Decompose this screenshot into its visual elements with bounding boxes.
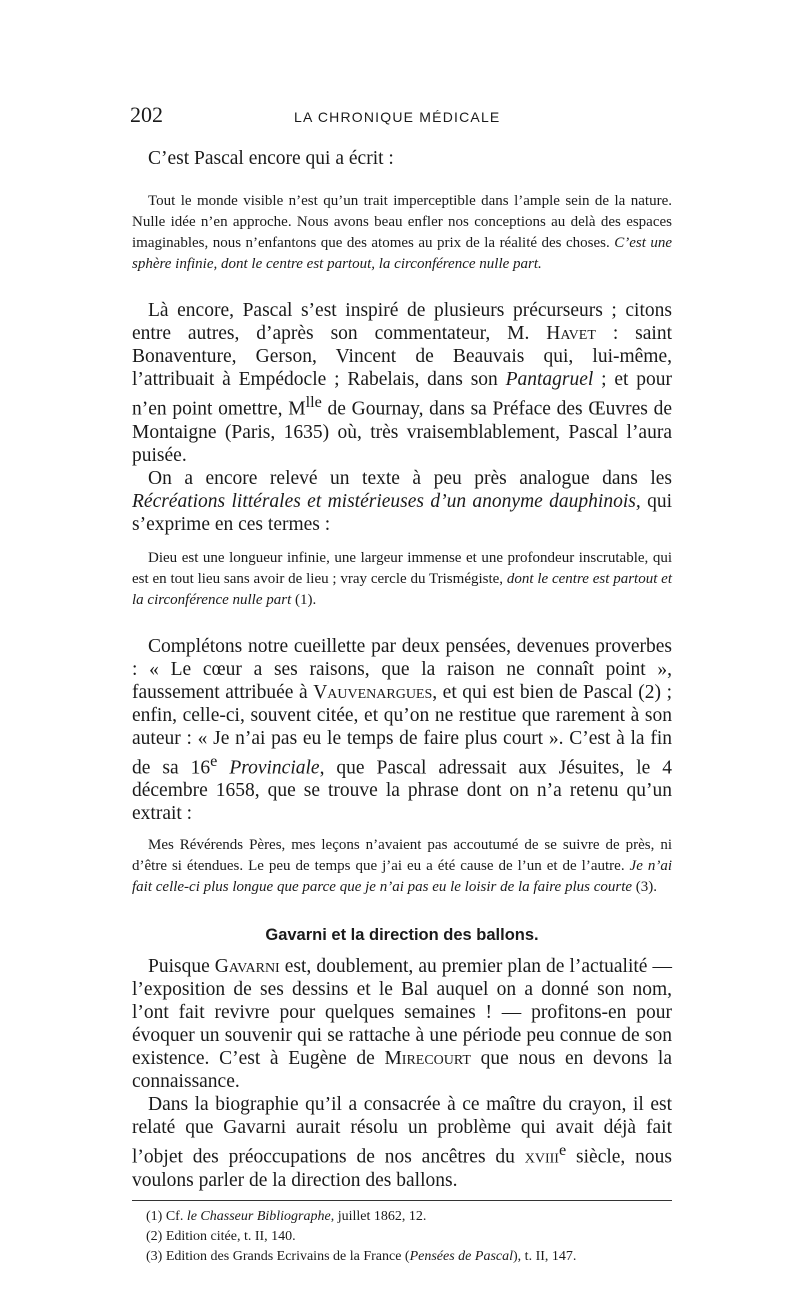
provinciale-quote (132, 835, 672, 898)
footnote-italic: Pensées de Pascal (409, 1248, 514, 1264)
intro-paragraph: C’est Pascal encore qui a écrit : (148, 148, 394, 169)
footnote-number: (2) (146, 1228, 163, 1244)
superscript-lle: lle (305, 393, 322, 411)
quote-text: Dieu est une longueur infinie, une largeur immense et une profondeur inscrutable, qui est en tout lieu sans avoir de lieu ; vray cercle du Trismégiste, (132, 549, 672, 587)
text-run: Là encore, Pascal s’est inspiré de plusieurs précurseurs ; citons entre autres, d’après son commentateur, M. (132, 300, 672, 344)
page-header (132, 100, 672, 126)
quote-italic: Je n’ai fait celle-ci plus longue que parce que je n’ai pas eu le loisir de la faire plus courte (132, 858, 672, 895)
text-run: , que Pascal adressait aux Jésuites, le 4 décembre 1658, que se trouve la phrase dont on n’a retenu qu’un extrait : (132, 757, 672, 824)
quote-text: Tout le monde visible n’est qu’un trait imperceptible dans l’ample sein de la nature. Nulle idée n’en approche. Nous avons beau enfler nos conceptions au delà des espaces imaginables, nous n’enfantons que des atomes au prix de la réalité des choses. (132, 193, 672, 251)
paragraph-gavarni (132, 955, 672, 1093)
text-run: Complétons notre cueillette par deux pensées, devenues proverbes : « Le cœur a ses raisons, que la raison ne connaît point », faussement attribuée à (132, 635, 672, 703)
footnote-text: ), t. II, 147. (513, 1248, 577, 1264)
quote-end: (3). (632, 879, 658, 895)
footnote-3 (132, 1247, 672, 1267)
section-title: Gavarni et la direction des ballons. (265, 926, 539, 944)
quote-italic: C’est une sphère infinie, dont le centre est partout, la circonférence nulle part. (132, 235, 672, 272)
name-gavarni: Gavarni (214, 956, 280, 977)
text-run: Puisque (148, 956, 215, 977)
text-run: : saint Bonaventure, Gerson, Vincent de Beauvais qui, lui-même, l’attribuait à Empédocle ; Rabelais, dans son (132, 323, 672, 390)
text-run: , et qui est bien de Pascal (2) ; enfin, celle-ci, souvent citée, et qu’on ne restitue que rarement à son auteur : « Je n’ai pas eu le temps de faire plus court ». C’est à la fin de sa 16 (132, 681, 672, 778)
text-run: siècle, nous voulons parler de la direction des ballons. (132, 1146, 672, 1191)
superscript-e: e (558, 1141, 567, 1159)
superscript-e: e (210, 751, 218, 770)
century-numeral: xviii (524, 1146, 559, 1168)
dauphinois-quote (132, 548, 672, 611)
title-pantagruel: Pantagruel (505, 369, 594, 390)
footnotes (132, 1207, 672, 1267)
text-run: qui s’exprime en ces termes : (132, 490, 672, 535)
paragraph-proverbs (132, 635, 672, 826)
text-run: On a encore relevé un texte à peu près analogue dans les (148, 467, 672, 489)
quote-end: (1). (291, 591, 317, 608)
paragraph-precursors (132, 299, 672, 467)
title-recreations: Récréations littérales et mistérieuses d’un anonyme dauphinois, (132, 490, 641, 512)
running-title: LA CHRONIQUE MÉDICALE (294, 109, 501, 125)
footnote-divider (132, 1200, 672, 1201)
text-run: ; et pour n’en point omettre, M (132, 369, 672, 420)
name-vauvenargues: Vauvenargues (313, 681, 433, 703)
text-run: est, doublement, au premier plan de l’actualité — l’exposition de ses dessins et le Bal auquel on a donné son nom, l’ont fait revivre pour quelques semaines ! — profitons-en pour évoquer un souvenir qui se rattache à une période peu connue de son existence. C’est à Eugène de (132, 956, 672, 1069)
page (132, 100, 672, 1267)
page-number: 202 (130, 102, 163, 127)
text-run: que nous en devons la connaissance. (132, 1048, 672, 1092)
footnote-text: Edition citée, t. II, 140. (162, 1228, 296, 1244)
footnote-number: (3) (146, 1248, 163, 1264)
paragraph-analogue (132, 467, 672, 536)
footnote-1 (132, 1207, 672, 1227)
footnote-text: Cf. (162, 1208, 187, 1224)
name-mirecourt: Mirecourt (384, 1048, 471, 1069)
text-run: de Gournay, dans sa Préface des Œuvres de Montaigne (Paris, 1635) où, très vraisemblablement, Pascal l’aura puisée. (132, 398, 672, 466)
footnote-italic: le Chasseur Bibliographe (186, 1208, 331, 1224)
footnote-2 (132, 1227, 672, 1247)
footnote-text: , juillet 1862, 12. (330, 1208, 427, 1224)
name-havet: Havet (546, 323, 596, 344)
text-run: Dans la biographie qu’il a consacrée à ce maître du crayon, il est relaté que Gavarni aurait résolu un problème qui avait déjà fait l’objet des préoccupations de nos ancêtres du (132, 1094, 672, 1168)
paragraph-biography (132, 1093, 672, 1192)
footnote-text: Edition des Grands Ecrivains de la France ( (162, 1248, 410, 1264)
title-provinciale: Provinciale (229, 757, 320, 778)
quote-text: Mes Révérends Pères, mes leçons n’avaient pas accoutumé de se suivre de près, ni d’être si étendues. Le peu de temps que j’ai eu a été cause de l’un et de l’autre. (132, 837, 672, 874)
footnote-number: (1) (146, 1208, 163, 1224)
quote-italic: dont le centre est partout et la circonférence nulle part (132, 570, 672, 608)
pascal-quote (132, 191, 672, 275)
